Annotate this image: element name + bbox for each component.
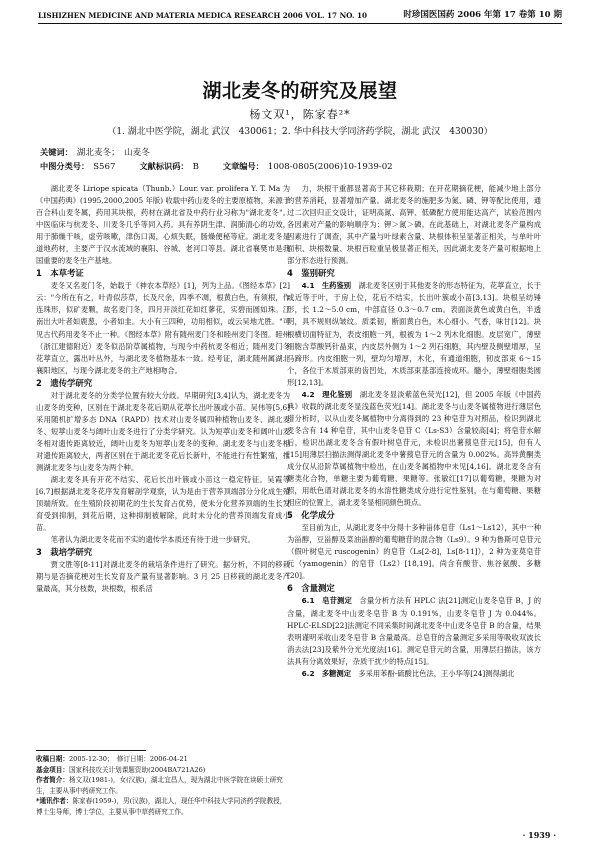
keywords-label: 关键词： <box>40 147 73 157</box>
article-number-label: 文章编号： <box>222 161 264 171</box>
section-heading: 6 含量测定 <box>287 583 335 594</box>
footnote-text: 陈家春(1959-)，男(汉族)，湖北人，现任华中科技大学同济药学院教授，博士生导师，博士学位，主要从事中草药研究工作。 <box>36 797 287 816</box>
footnotes <box>36 754 290 817</box>
body-paragraph <box>287 668 541 680</box>
footnote-item <box>36 765 290 776</box>
article-title: 湖北麦冬的研究及展望 <box>202 80 398 102</box>
paragraph-text: 多采用苯酚-硫酸比色法，王小华等[24]测得湖北 <box>358 668 515 678</box>
section-heading: 5 化学成分 <box>287 510 335 521</box>
body-paragraph <box>287 595 541 667</box>
footnote-item <box>36 796 290 817</box>
section-heading: 1 本草考证 <box>36 268 84 279</box>
body-column-right <box>287 183 541 680</box>
subsection-lead: 4.1 生药鉴别 <box>301 281 352 291</box>
footnote-item <box>36 754 290 765</box>
body-column-left <box>36 183 290 595</box>
footnote-label: 作者简介： <box>36 776 69 784</box>
article-number-value: 1008-0805(2006)10-1939-02 <box>267 162 393 172</box>
footnote-text: 2005-12-30； 修订日期：2006-04-21 <box>68 755 188 763</box>
body-paragraph: 力，块根干重都显著高于其它移栽期；在开花期摘花梗，能减少地上部分的营养消耗，显著增加产量。湖北麦冬的施肥多为氮、磷、钾等配比使用，通过二次回归正交设计，证明高氮、高钾、低磷配方使用能达高产，试验范围内各因素对产量的影响顺序为：钾＞氮＞磷。在此基础上，对湖北麦冬产量构成因素进行了调查，其中产量与叶绿素含量、块根体积呈显著正相关，与单叶叶面积、块根数量、块根百粒重呈极显著正相关，因此湖北麦冬产量可根据地上部分形态进行预测。 <box>287 184 541 266</box>
section-heading: 2 遗传学研究 <box>36 377 93 388</box>
footnote-text: 国家科技攻关计划课题资助(2004BA721A26) <box>68 765 206 774</box>
section-heading: 3 栽培学研究 <box>36 547 93 558</box>
body-paragraph: 湖北麦冬 Liriope spicata（Thunb.）Lour. var. prolifera Y. T. Ma 为《中国药典》(1995,2000,2005 年版) 收载中药山麦冬的主要原植物，来源于百合科山麦冬属，药用其块根，药材在湖北省及中药行业习称为"湖北麦冬"。中医临床与杭麦冬、川麦冬几乎等同入药。具有养阴生津、润肺清心的功效，用于肺燥干咳，虚劳咳嗽，津伤口渴，心烦失眠，肠燥便秘等症。湖北麦冬是道地药材，主要产于汉水流域的襄阳、谷城、老河口等县。湖北省襄樊市是我国重要的麦冬生产基地。 <box>36 184 290 266</box>
running-header <box>38 8 562 24</box>
body-paragraph: 湖北麦冬具有开花不结实、花后长出叶簇或小苗这一稳定特征。吴霞等[6,7]根据湖北麦冬花序发育解剖学观察，认为是由于营养顶端部分分化成生殖顶端所致。在生殖阶段初期花的生长发育占优势，使未分化营养顶端的生长发育受到抑制，到花后期，这种抑制被解除，此时未分化的营养顶端发育成小苗。 <box>36 475 290 533</box>
footnote-label: *通讯作者： <box>36 797 73 805</box>
doc-code-label: 文献标识码： <box>139 161 189 171</box>
journal-title-english: LISHIZHEN MEDICINE AND MATERIA MEDICA RESEARCH 2006 VOL. 17 NO. 10 <box>38 11 367 20</box>
footnote-label: 基金项目： <box>36 765 69 774</box>
subsection-lead: 4.2 理化鉴别 <box>301 389 353 399</box>
body-paragraph: 对于湖北麦冬的分类学位置有较大分歧。早期研究[3,4]认为，湖北麦冬为山麦冬的变种，区别在于湖北麦冬花后期从花葶长出叶簇或小苗。吴伟等[5,6]采用随机扩增多态 DNA（RAPD）技术对山麦冬属四种植物山麦冬、湖北麦冬、短葶山麦冬与阔叶山麦冬进行了分类学研究。认为短葶山麦冬和阔叶山麦冬相对遗传距离较近，阔叶山麦冬为短葶山麦冬的变种。湖北麦冬与山麦冬相对遗传距离较大，两者区别在于湖北麦冬花后长新叶，不能进行有性繁殖，推测湖北麦冬与山麦冬为两个种。 <box>36 390 290 472</box>
journal-title-chinese: 时珍国医国药 2006 年第 17 卷第 10 期 <box>403 10 562 20</box>
body-paragraph: 笔者认为湖北麦冬花而不实的遗传学本质还有待于进一步研究。 <box>50 535 255 545</box>
subsection-lead: 6.1 皂苷测定 <box>301 596 352 606</box>
keywords-text: 湖北麦冬； 山麦冬 <box>76 148 150 158</box>
body-paragraph <box>287 389 541 509</box>
body-paragraph: 麦冬又名麦门冬，始载于《神农本草经》[1]，列为上品。《图经本草》[2]云："今所在有之，叶青似莎草，长及尺余，四季不凋，根黄白色，有须根，作连珠形，似矿麦颗，故名麦门冬，四月开淡红花如红蓼花，实碧而圆如珠。江南出大叶者如鹿葱，小者如韭。大小有三四种，功用相似，或云吴地尤胜。"可见古代药用麦冬不止一种。《图经本草》附有随州麦门冬和睦州麦门冬图。睦州（浙江建德附近）麦冬似沿阶草属植物，与现今中药杭麦冬相近；随州麦门冬花葶直立，露出叶丛外，与湖北麦冬植物基本一致。经考证，湖北随州属湖北襄阳地区，与现今湖北麦冬的主产地相吻合。 <box>36 281 290 375</box>
article-authors: 杨文双¹，陈家春²* <box>249 108 351 121</box>
doc-code-group <box>139 161 198 172</box>
author-affiliations: （1. 湖北中医学院，湖北 武汉 430061；2. 华中科技大学同济药学院，湖北 武汉 430030） <box>107 127 493 137</box>
classification-line <box>40 161 560 172</box>
body-paragraph: 至目前为止，从湖北麦冬中分得十多种甾体皂苷（Ls1～Ls12），其中一种为甾醇，豆甾醇及菜油甾醇的葡萄糖苷的混合物（Ls9）。9 种为鲁斯可皂苷元（假叶树皂元 ruscogenin）的皂苷（Ls[2-8]，Ls[8-11]），2 种为亚莫皂苷元（yamogenin）的皂苷（Ls2）[18,19]。尚含有酸苷、焦谷氨酸、多糖[20]。 <box>287 523 541 581</box>
clc-value: S567 <box>93 162 116 172</box>
article-number-group <box>223 161 393 172</box>
paragraph-text: 湖北麦冬显淡紫蓝色荧光[12]，但 2005 年版《中国药典》收载的湖北麦冬显浅蓝色荧光[14]。湖北麦冬与山麦冬属植物进行薄层色谱分析时，以从山麦冬属植物中分离得到的 23 种皂苷为对照品，检识到湖北麦冬含有 14 种皂苷，其中山麦冬皂苷 C（Ls-S3）含量较高[4]；将皂苷水解后，检识出湖北麦冬含有假叶树皂苷元，未检识出薯蓣皂苷元[15]，但有人[15]用薄层扫描法测得湖北麦冬中薯蓣皂苷元的含量为 0.002%。高异黄酮类成分仅从沿阶草属植物中检出，在山麦冬属植物中未见[4,16]。湖北麦冬含有糖类化合物，单糖主要为葡萄糖、果糖等。张敏红[17]以葡萄糖，果糖为对照，用纸色谱对湖北麦冬的水溶性糖类成分进行定性鉴别，在与葡萄糖、果糖相应的位置上，湖北麦冬显相同颜色斑点。 <box>287 389 542 508</box>
paragraph-text: 含量分析方法有 HPLC 法[21]测定山麦冬皂苷 B，J 的含量，湖北麦冬中山麦冬皂苷 B 为 0.191%，山麦冬皂苷 J 为 0.044%。HPLC-ELSD[22]法测定不同采集时间湖北麦冬中山麦冬皂苷 B 的含量，结果表明谨明采收山麦冬皂苷 B 含量最高。总皂苷的含量测定多采用等吸收双波长消去法[23]及紫外分光光度法[16]。测定皂苷元的含量，用薄层扫描法，该方法具有分离效果好，杂质干扰少的特点[15]。 <box>287 596 541 666</box>
clc-group <box>40 161 115 172</box>
body-paragraph: 贾文胜等[8-11]对湖北麦冬的栽培条件进行了研究。据分析，不同的移栽期与是否摘花梗对生长发育及产量有显著影响。3 月 25 日移栽的湖北麦冬产量最高，其分枝数，块根数，根系活 <box>36 560 290 594</box>
subsection-lead: 6.2 多糖测定 <box>301 668 352 678</box>
footnote-item <box>36 775 290 796</box>
doc-code-value: B <box>192 162 199 172</box>
footnote-rule <box>36 750 146 751</box>
page-number: · 1939 · <box>522 830 556 840</box>
footnote-text: 杨文双(1981-)，女(汉族)，湖北宜昌人，现为湖北中医学院在读硕士研究生，主要从事中药研究工作。 <box>36 776 283 795</box>
clc-label: 中图分类号： <box>40 161 90 171</box>
footnote-label: 收稿日期： <box>36 755 69 763</box>
paragraph-text: 湖北麦冬区别于其他麦冬的形态特征为，花葶直立，长于或近等于叶，于房上位，花后不结实，长出叶簇或小苗[3,13]。块根呈纺锤形，长 1.2～5.0 cm，中部直径 0.3～0.7 cm。表面淡黄色或黄白色，半透明，具不规则纵皱纹。质柔韧，断面黄白色，木心细小。气香，味甘[12]。块根横切面特征为，表皮细胞一列，根被为 1～2 列木化细胞。皮层宽广，薄壁细胞含草酸钙针晶束，内皮层外侧为 1～2 列石细胞，其内壁及侧壁增厚，呈马蹄形。内皮细胞一列，壁均匀增厚，木化，有通道细胞，韧皮部束 6～15 个，各位于木质部束的齿凹处，木质部束基部连接成环。髓小，薄壁细胞类圆形[12,13]。 <box>287 281 542 387</box>
keywords-line <box>40 146 150 158</box>
body-paragraph <box>287 280 541 388</box>
section-heading: 4 鉴别研究 <box>287 268 335 279</box>
